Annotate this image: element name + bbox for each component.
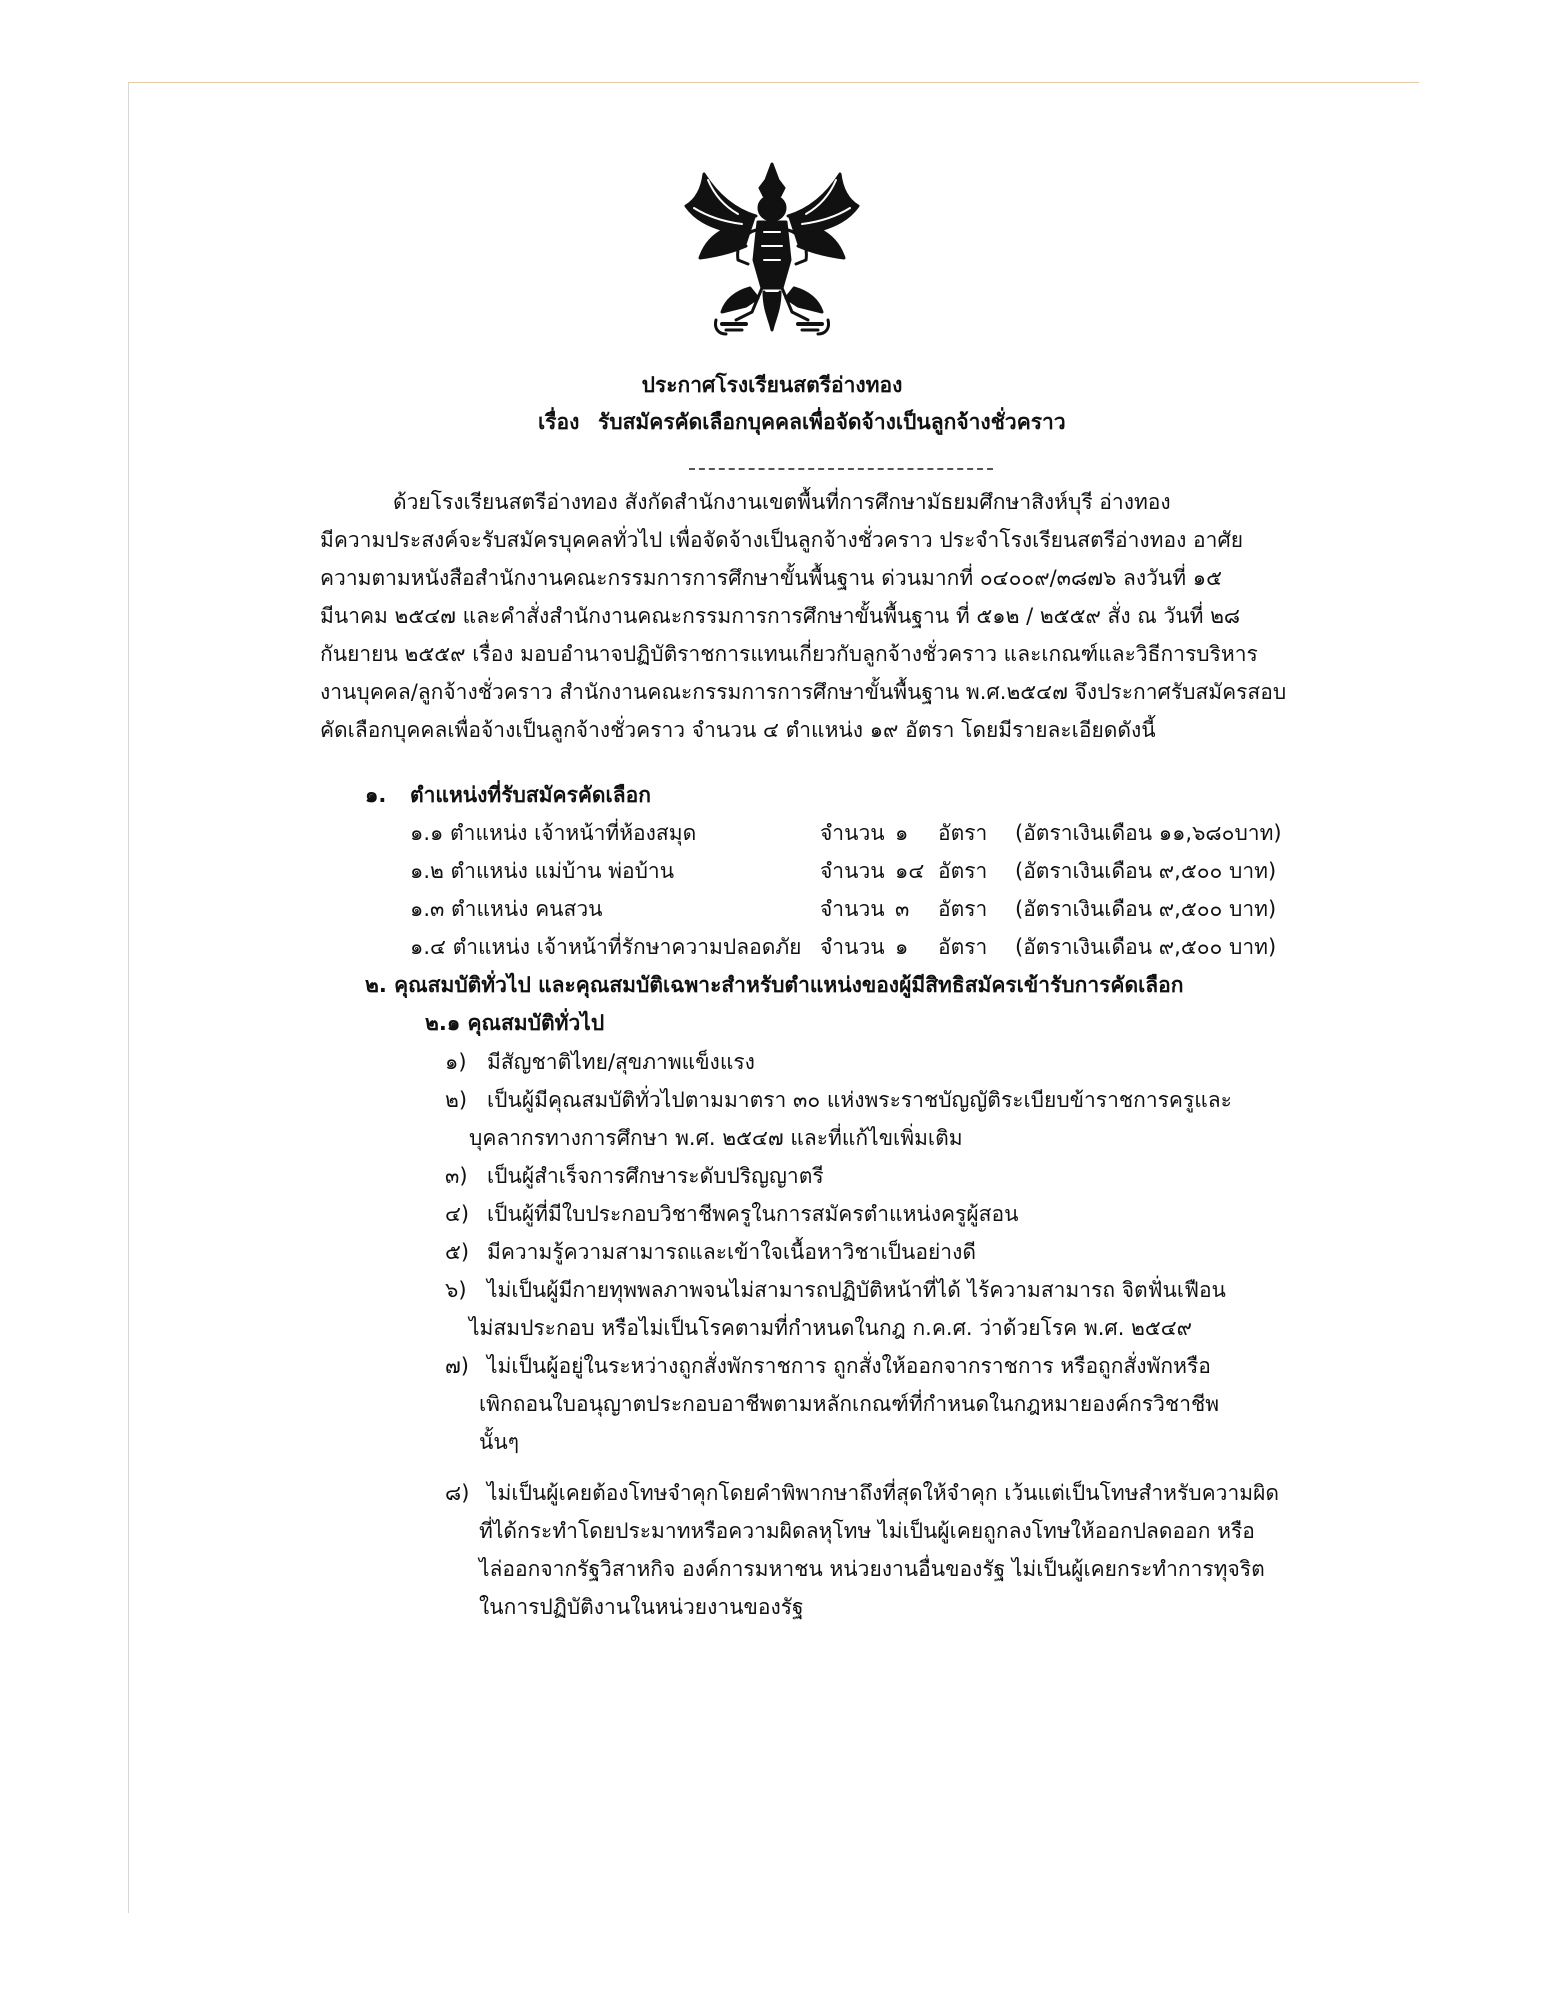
qualification-number: ๕) bbox=[445, 1240, 470, 1264]
subject-label: เรื่อง bbox=[538, 410, 580, 434]
position-salary: (อัตราเงินเดือน ๙,๕๐๐ บาท) bbox=[1015, 859, 1277, 883]
intro-line: กันยายน ๒๕๕๙ เรื่อง มอบอำนาจปฏิบัติราชการแทนเกี่ยวกับลูกจ้างชั่วคราว และเกณฑ์และวิธีการบริหาร bbox=[320, 642, 1258, 666]
section-2-title: ๒. คุณสมบัติทั่วไป และคุณสมบัติเฉพาะสำหรับตำแหน่งของผู้มีสิทธิสมัครเข้ารับการคัดเลือก bbox=[365, 973, 1184, 997]
position-unit: อัตรา bbox=[938, 859, 988, 883]
qualification-number: ๗) bbox=[445, 1354, 469, 1378]
qualification-line: ไม่สมประกอบ หรือไม่เป็นโรคตามที่กำหนดในกฎ ก.ค.ศ. ว่าด้วยโรค พ.ศ. ๒๕๔๙ bbox=[469, 1316, 1193, 1340]
qualification-line: ไม่เป็นผู้อยู่ในระหว่างถูกสั่งพักราชการ ถูกสั่งให้ออกจากราชการ หรือถูกสั่งพักหรือ bbox=[487, 1354, 1211, 1378]
qualification-number: ๒) bbox=[445, 1088, 468, 1112]
qualification-line: นั้นๆ bbox=[479, 1430, 519, 1454]
qualification-number: ๘) bbox=[445, 1481, 470, 1505]
qualification-line: ไม่เป็นผู้เคยต้องโทษจำคุกโดยคำพิพากษาถึงที่สุดให้จำคุก เว้นแต่เป็นโทษสำหรับความผิด bbox=[487, 1481, 1280, 1505]
position-unit: อัตรา bbox=[938, 897, 988, 921]
qualification-line: บุคลากรทางการศึกษา พ.ศ. ๒๕๔๗ และที่แก้ไขเพิ่มเติม bbox=[469, 1126, 963, 1150]
position-unit: อัตรา bbox=[938, 935, 988, 959]
document-title: ประกาศโรงเรียนสตรีอ่างทอง bbox=[641, 373, 903, 397]
qualification-line: ในการปฏิบัติงานในหน่วยงานของรัฐ bbox=[479, 1595, 804, 1619]
position-salary: (อัตราเงินเดือน ๙,๕๐๐ บาท) bbox=[1015, 897, 1277, 921]
position-qty-label: จำนวน bbox=[820, 935, 885, 959]
position-qty: ๑๔ bbox=[895, 859, 925, 883]
intro-line: มีความประสงค์จะรับสมัครบุคคลทั่วไป เพื่อจัดจ้างเป็นลูกจ้างชั่วคราว ประจำโรงเรียนสตรีอ่างทอง อาศัย bbox=[320, 528, 1244, 552]
qualification-number: ๖) bbox=[445, 1278, 467, 1302]
section-1-title: ตำแหน่งที่รับสมัครคัดเลือก bbox=[410, 783, 651, 807]
garuda-emblem-icon bbox=[666, 160, 878, 340]
position-salary: (อัตราเงินเดือน ๙,๕๐๐ บาท) bbox=[1015, 935, 1277, 959]
position-label: ๑.๔ ตำแหน่ง เจ้าหน้าที่รักษาความปลอดภัย bbox=[410, 935, 802, 959]
position-qty: ๑ bbox=[895, 821, 909, 845]
intro-line: ความตามหนังสือสำนักงานคณะกรรมการการศึกษาขั้นพื้นฐาน ด่วนมากที่ ๐๔๐๐๙/๓๘๗๖ ลงวันที่ ๑๕ bbox=[320, 566, 1223, 590]
qualification-line: เป็นผู้สำเร็จการศึกษาระดับปริญญาตรี bbox=[487, 1164, 824, 1188]
position-qty-label: จำนวน bbox=[820, 821, 885, 845]
qualification-line: เป็นผู้มีคุณสมบัติทั่วไปตามมาตรา ๓๐ แห่งพระราชบัญญัติระเบียบข้าราชการครูและ bbox=[487, 1088, 1232, 1112]
position-label: ๑.๑ ตำแหน่ง เจ้าหน้าที่ห้องสมุด bbox=[410, 821, 697, 845]
position-qty: ๓ bbox=[895, 897, 910, 921]
position-label: ๑.๒ ตำแหน่ง แม่บ้าน พ่อบ้าน bbox=[410, 859, 675, 883]
qualification-line: มีความรู้ความสามารถและเข้าใจเนื้อหาวิชาเป็นอย่างดี bbox=[487, 1240, 976, 1264]
position-salary: (อัตราเงินเดือน ๑๑,๖๘๐บาท) bbox=[1015, 821, 1282, 845]
position-unit: อัตรา bbox=[938, 821, 988, 845]
qualification-number: ๓) bbox=[445, 1164, 468, 1188]
subject-text: รับสมัครคัดเลือกบุคคลเพื่อจัดจ้างเป็นลูกจ้างชั่วคราว bbox=[598, 410, 1066, 434]
intro-line: ด้วยโรงเรียนสตรีอ่างทอง สังกัดสำนักงานเขตพื้นที่การศึกษามัธยมศึกษาสิงห์บุรี อ่างทอง bbox=[393, 490, 1171, 514]
intro-line: มีนาคม ๒๕๔๗ และคำสั่งสำนักงานคณะกรรมการการศึกษาขั้นพื้นฐาน ที่ ๕๑๒ / ๒๕๕๙ สั่ง ณ วันที่ ๒๘ bbox=[320, 604, 1241, 628]
position-qty-label: จำนวน bbox=[820, 897, 885, 921]
section-2-1-subtitle: ๒.๑ คุณสมบัติทั่วไป bbox=[425, 1011, 605, 1035]
qualification-line: มีสัญชาติไทย/สุขภาพแข็งแรง bbox=[487, 1050, 755, 1074]
section-1-number: ๑. bbox=[365, 783, 387, 807]
qualification-number: ๔) bbox=[445, 1202, 470, 1226]
qualification-line: ที่ได้กระทำโดยประมาทหรือความผิดลหุโทษ ไม่เป็นผู้เคยถูกลงโทษให้ออกปลดออก หรือ bbox=[479, 1519, 1255, 1543]
position-qty-label: จำนวน bbox=[820, 859, 885, 883]
intro-line: คัดเลือกบุคคลเพื่อจ้างเป็นลูกจ้างชั่วคราว จำนวน ๔ ตำแหน่ง ๑๙ อัตรา โดยมีรายละเอียดดังนี้ bbox=[320, 718, 1156, 742]
position-qty: ๑ bbox=[895, 935, 909, 959]
qualification-line: เพิกถอนใบอนุญาตประกอบอาชีพตามหลักเกณฑ์ที่กำหนดในกฎหมายองค์กรวิชาชีพ bbox=[479, 1392, 1220, 1416]
intro-line: งานบุคคล/ลูกจ้างชั่วคราว สำนักงานคณะกรรมการการศึกษาขั้นพื้นฐาน พ.ศ.๒๕๔๗ จึงประกาศรับสมัครสอบ bbox=[320, 680, 1287, 704]
qualification-line: ไม่เป็นผู้มีกายทุพพลภาพจนไม่สามารถปฏิบัติหน้าที่ได้ ไร้ความสามารถ จิตฟั่นเฟือน bbox=[487, 1278, 1226, 1302]
qualification-line: เป็นผู้ที่มีใบประกอบวิชาชีพครูในการสมัครตำแหน่งครูผู้สอน bbox=[487, 1202, 1019, 1226]
qualification-number: ๑) bbox=[445, 1050, 467, 1074]
qualification-line: ไล่ออกจากรัฐวิสาหกิจ องค์การมหาชน หน่วยงานอื่นของรัฐ ไม่เป็นผู้เคยกระทำการทุจริต bbox=[479, 1557, 1265, 1581]
title-separator bbox=[689, 468, 993, 470]
position-label: ๑.๓ ตำแหน่ง คนสวน bbox=[410, 897, 603, 921]
